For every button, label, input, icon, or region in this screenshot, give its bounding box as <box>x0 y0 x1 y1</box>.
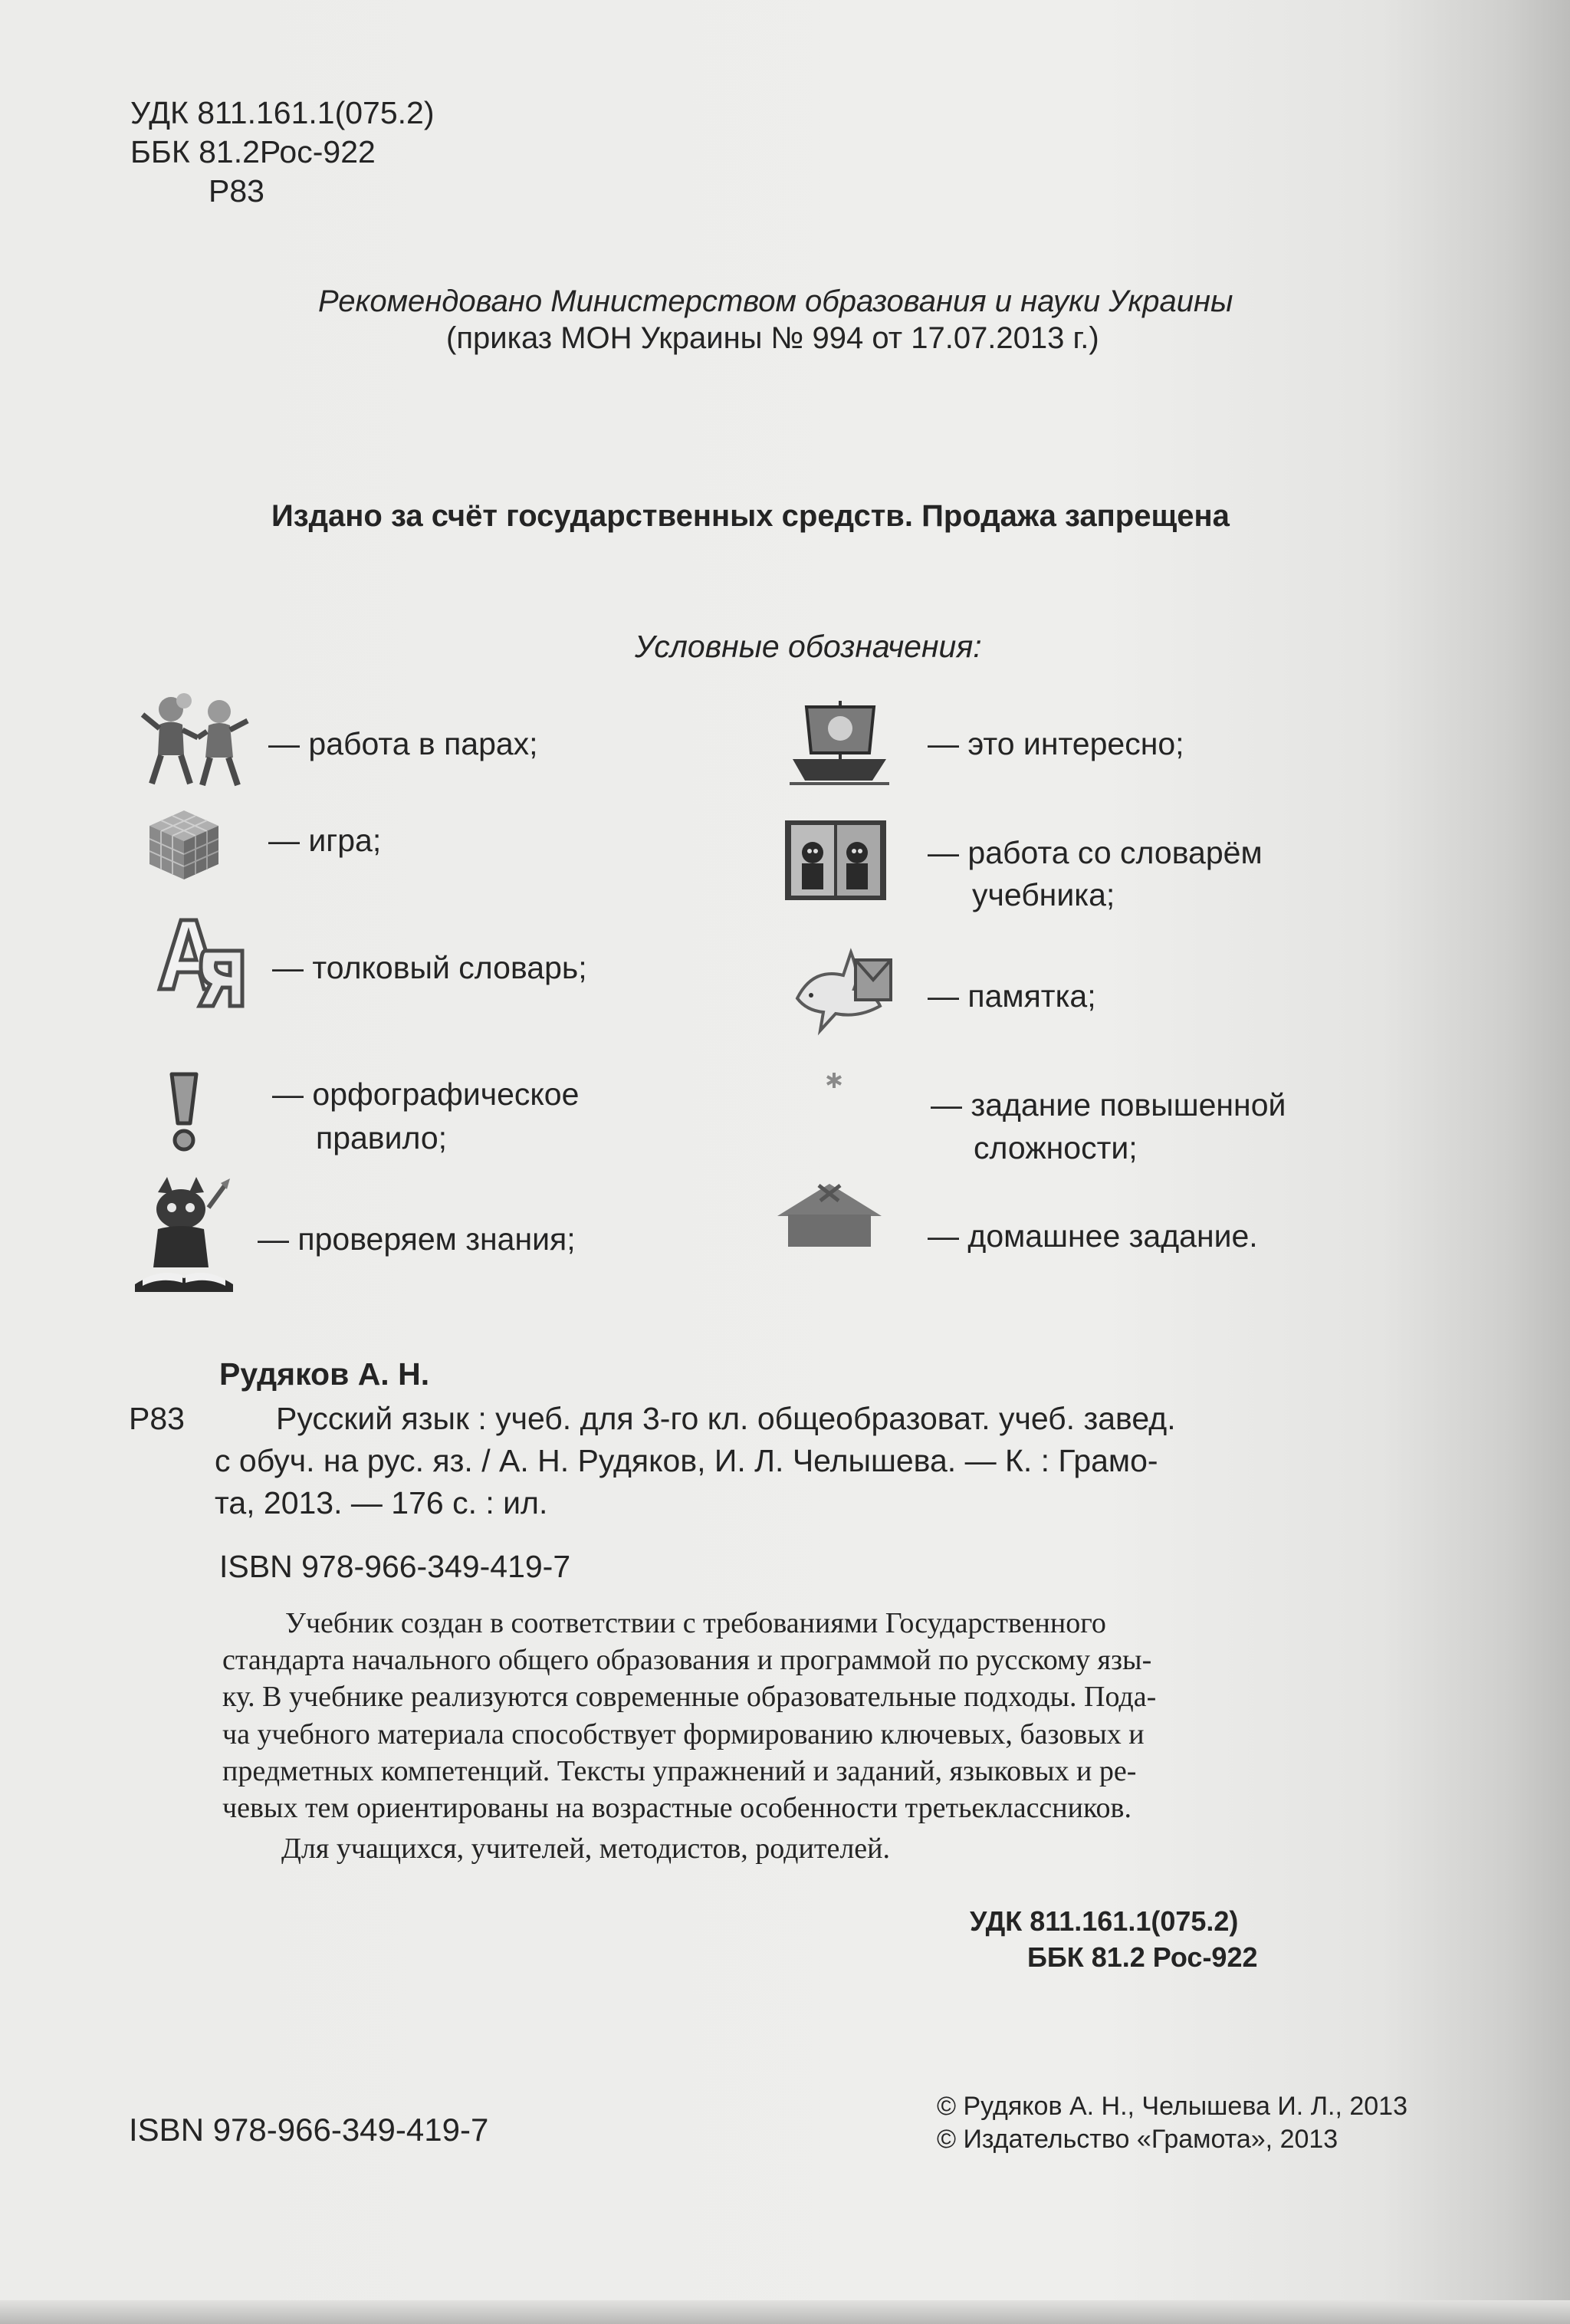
house-icon <box>776 1181 883 1250</box>
annotation-line-2: стандарта начального общего образования и программой по русскому язы- <box>222 1644 1152 1676</box>
legend-game: — игра; <box>268 823 382 858</box>
legend-pair-work: — работа в парах; <box>268 726 538 761</box>
udk-code-bottom: УДК 811.161.1(075.2) <box>970 1905 1239 1937</box>
dictionary-letters-icon <box>152 912 251 1012</box>
legend-orthography-line-1: — орфографическое <box>272 1077 580 1112</box>
dove-letter-icon <box>790 945 897 1037</box>
udk-code-top: УДК 811.161.1(075.2) <box>130 95 435 130</box>
legend-interesting: — это интересно; <box>928 726 1184 761</box>
annotation-line-1: Учебник создан в соответствии с требованиями Государственного <box>285 1607 1106 1639</box>
published-notice: Издано за счёт государственных средств. Продажа запрещена <box>271 499 1230 533</box>
bbk-code-bottom: ББК 81.2 Рос-922 <box>1027 1941 1258 1973</box>
annotation-line-5: предметных компетенций. Тексты упражнений и заданий, языковых и ре- <box>222 1755 1137 1787</box>
legend-textbook-dictionary-line-1: — работа со словарём <box>928 835 1263 870</box>
legend-memo: — памятка; <box>928 978 1096 1014</box>
footer-isbn: ISBN 978-966-349-419-7 <box>129 2112 489 2148</box>
recommendation-line-2: (приказ МОН Украины № 994 от 17.07.2013 г.) <box>446 321 1099 355</box>
annotation-line-3: ку. В учебнике реализуются современные образовательные подходы. Пода- <box>222 1681 1157 1713</box>
copyright-publisher: © Издательство «Грамота», 2013 <box>937 2125 1338 2154</box>
pair-work-icon <box>136 690 251 790</box>
exclamation-icon <box>161 1070 207 1154</box>
annotation-line-6: чевых тем ориентированы на возрастные особенности третьеклассников. <box>222 1792 1132 1824</box>
legend-textbook-dictionary-line-2: учебника; <box>972 877 1115 912</box>
legend-title: Условные обозначения: <box>635 629 982 664</box>
annotation-line-4: ча учебного материала способствует формированию ключевых, базовых и <box>222 1718 1145 1750</box>
legend-advanced-task-line-2: сложности; <box>974 1130 1138 1165</box>
legend-check-knowledge: — проверяем знания; <box>258 1221 576 1257</box>
copyright-authors: © Рудяков А. Н., Челышева И. Л., 2013 <box>937 2092 1407 2121</box>
legend-orthography-line-2: правило; <box>316 1120 448 1155</box>
catalog-line-2: с обуч. на рус. яз. / А. Н. Рудяков, И. Л. Челышева. — К. : Грамо- <box>215 1443 1158 1478</box>
catalog-mark: Р83 <box>129 1401 185 1436</box>
legend-homework: — домашнее задание. <box>928 1218 1258 1254</box>
annotation-audience: Для учащихся, учителей, методистов, родителей. <box>281 1833 890 1865</box>
game-cube-icon <box>146 807 222 883</box>
textbook-dictionary-icon <box>782 816 889 904</box>
legend-advanced-task-line-1: — задание повышенной <box>931 1087 1286 1123</box>
catalog-line-3: та, 2013. — 176 с. : ил. <box>215 1485 548 1520</box>
sailing-ship-icon <box>790 698 889 786</box>
author-mark-top: Р83 <box>209 173 264 209</box>
cat-reading-icon <box>135 1177 235 1292</box>
page-bottom-edge <box>0 2300 1570 2324</box>
catalog-isbn: ISBN 978-966-349-419-7 <box>219 1549 571 1584</box>
bbk-code-top: ББК 81.2Рос-922 <box>130 134 376 169</box>
legend-dictionary: — толковый словарь; <box>272 950 587 985</box>
catalog-author: Рудяков А. Н. <box>219 1356 430 1392</box>
catalog-line-1: Русский язык : учеб. для 3-го кл. общеобразоват. учеб. завед. <box>276 1401 1176 1436</box>
asterisk-icon <box>825 1071 843 1090</box>
recommendation-line-1: Рекомендовано Министерством образования и науки Украины <box>318 284 1233 318</box>
